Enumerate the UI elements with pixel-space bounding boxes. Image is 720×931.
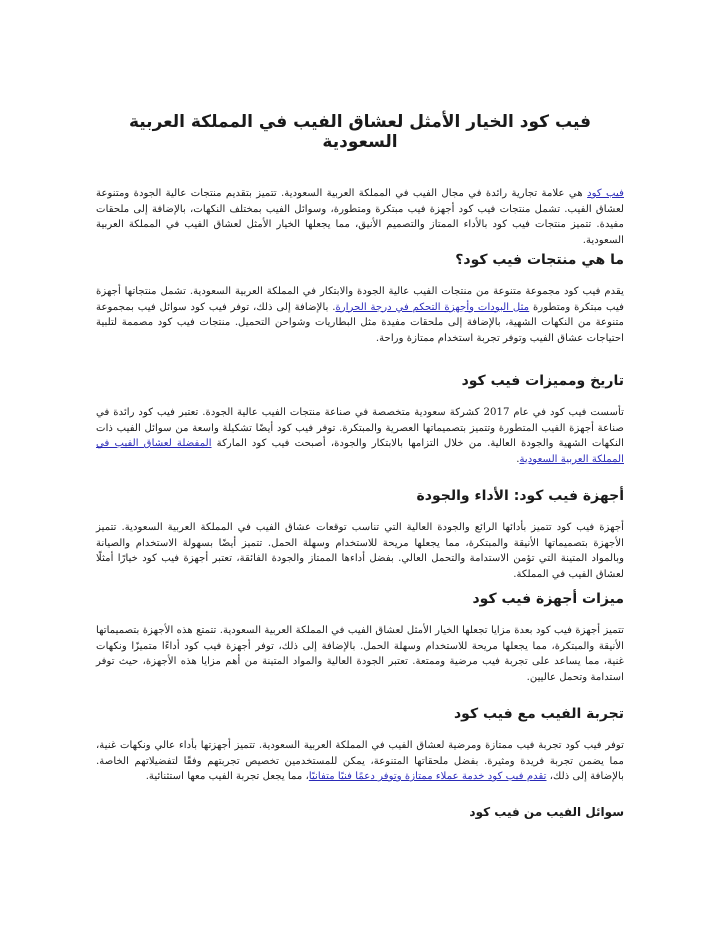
intro-text: هي علامة تجارية رائدة في مجال الفيب في المملكة العربية السعودية. تتميز بتقديم منتجات عالية الجودة ومتنوعة لعشاق الفيب. تشمل منتجات فيب كود أجهزة فيب مبتكرة ومتطورة، وسوائل الفيب بمختلف النكهات، بالإضافة إلى ملحقات مفيدة. تتميز منتجات فيب كود بالأداء الممتاز والتصميم الأنيق، مما يجعلها الخيار الأمثل لعشاق الفيب في المملكة العربية السعودية. bbox=[96, 188, 624, 246]
experience-link[interactable]: تقدم فيب كود خدمة عملاء ممتازة وتوفر دعمًا فنيًا متفانيًا bbox=[308, 771, 547, 782]
products-section bbox=[96, 252, 624, 346]
products-text-before: يقدم فيب كود مجموعة متنوعة من منتجات الفيب عالية الجودة والابتكار في المملكة العربية السعودية. تشمل منتجاتها أجهزة فيب مبتكرة ومتطورة bbox=[96, 286, 624, 313]
products-link[interactable]: مثل البودات وأجهزة التحكم في درجة الحرارة bbox=[335, 301, 530, 313]
history-heading: تاريخ ومميزات فيب كود bbox=[461, 373, 624, 389]
experience-text-after: ، مما يجعل تجربة الفيب معها استثنائية. bbox=[145, 771, 309, 782]
page-title: فيب كود الخيار الأمثل لعشاق الفيب في المملكة العربية السعودية bbox=[128, 112, 592, 152]
features-heading: ميزات أجهزة فيب كود bbox=[472, 591, 624, 607]
experience-paragraph bbox=[96, 738, 624, 785]
history-section bbox=[96, 373, 624, 467]
devices-section bbox=[96, 488, 624, 582]
history-text-before: تأسست فيب كود في عام 2017 كشركة سعودية متخصصة في صناعة منتجات الفيب عالية الجودة. تعتبر فيب كود رائدة في صناعة أجهزة الفيب المتطورة وتتميز بتصميماتها العصرية والمبتكرة. توفر فيب كود أيضًا تشكيلة واسعة من سوائل الفيب ذات النكهات الشهية والجودة العالية. من خلال التزامها بالابتكار والجودة، أصبحت فيب كود الماركة bbox=[96, 407, 624, 449]
intro-section bbox=[96, 186, 624, 248]
devices-heading: أجهزة فيب كود: الأداء والجودة bbox=[416, 488, 624, 504]
intro-link[interactable]: فيب كود bbox=[587, 188, 624, 199]
features-section bbox=[96, 591, 624, 685]
liquids-section bbox=[96, 805, 624, 835]
products-paragraph bbox=[96, 284, 624, 346]
products-text-after: . بالإضافة إلى ذلك، توفر فيب كود سوائل فيب بمجموعة متنوعة من النكهات الشهية، بالإضافة إلى ملحقات مفيدة مثل البطاريات وشواحن التحميل. منتجات فيب كود مصممة لتلبية احتياجات عشاق الفيب وتوفر تجربة استخدام ممتازة وراحة. bbox=[96, 301, 624, 344]
history-paragraph bbox=[96, 405, 624, 467]
devices-paragraph: أجهزة فيب كود تتميز بأدائها الرائع والجودة العالية التي تناسب توقعات عشاق الفيب في المملكة العربية السعودية. تتميز الأجهزة بتصميماتها الأنيقة والمبتكرة، مما يجعلها مريحة للاستخدام وسهلة الحمل. تتميز أيضًا بسهولة الاستخدام والصيانة وبالمواد المتينة التي تؤمن الاستدامة والتحمل العالي. بفضل أداءها الممتاز والجودة الفائقة، تعتبر أجهزة فيب كود خيارًا أمثلًا لعشاق الفيب في المملكة. bbox=[96, 522, 624, 580]
experience-section bbox=[96, 706, 624, 785]
intro-paragraph bbox=[96, 186, 624, 248]
experience-text-before: توفر فيب كود تجربة فيب ممتازة ومرضية لعشاق الفيب في المملكة العربية السعودية. تتميز أجهزتها بأداء عالي ونكهات غنية، مما يضمن تجربة فريدة ومثيرة. بفضل ملحقاتها المتنوعة، يمكن للمستخدمين تخصيص تجربتهم وفقًا لتفضيلاتهم الخاصة. بالإضافة إلى ذلك، bbox=[96, 740, 624, 782]
experience-heading: تجربة الفيب مع فيب كود bbox=[453, 706, 624, 722]
history-text-after: . bbox=[516, 453, 520, 465]
products-heading: ما هي منتجات فيب كود؟ bbox=[455, 252, 624, 268]
history-link[interactable]: المفضلة لعشاق الفيب في المملكة العربية السعودية bbox=[96, 438, 624, 465]
features-paragraph: تتميز أجهزة فيب كود بعدة مزايا تجعلها الخيار الأمثل لعشاق الفيب في المملكة العربية السعودية. تتمتع هذه الأجهزة بتصميماتها الأنيقة والمبتكرة، مما يجعلها مريحة للاستخدام وسهلة الحمل. بالإضافة إلى ذلك، توفر أجهزة فيب كود أداءًا متميزًا ونكهات غنية، مما يساعد على تجربة فيب مرضية وممتعة. تعتبر الجودة العالية والمواد المتينة من أهم مزايا هذه الأجهزة، حيث توفر استدامة وتحمل عاليين. bbox=[96, 625, 624, 683]
liquids-heading: سوائل الفيب من فيب كود bbox=[469, 805, 624, 819]
